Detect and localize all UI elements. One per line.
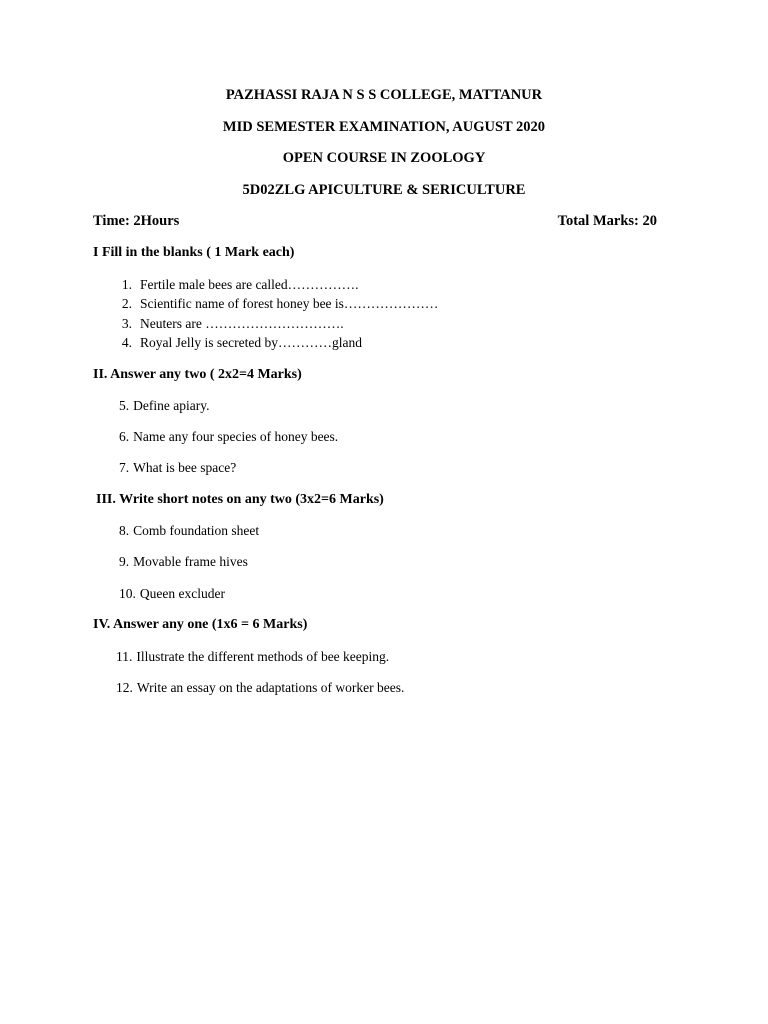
list-item [116,649,389,665]
section-heading: II. Answer any two ( 2x2=4 Marks) [93,367,302,382]
list-item [119,460,236,476]
item-text: Movable frame hives [133,554,248,569]
item-number: 11. [116,649,133,664]
time-label: Time: 2Hours [93,213,180,229]
item-text: Name any four species of honey bees. [133,429,339,444]
list-item [108,277,359,293]
item-number: 9. [119,554,130,569]
item-number: 1. [121,277,132,292]
list-item [119,586,225,602]
item-number: 10. [119,586,136,601]
section-heading: III. Write short notes on any two (3x2=6 Marks) [96,492,384,507]
list-item [119,554,248,570]
college-name: PAZHASSI RAJA N S S COLLEGE, MATTANUR [225,87,543,103]
course-title: OPEN COURSE IN ZOOLOGY [282,150,486,166]
time-marks-row [93,213,657,230]
list-item [119,523,259,539]
list-item [119,429,338,445]
item-number: 6. [119,429,130,444]
item-number: 3. [121,316,132,331]
item-text: Comb foundation sheet [133,523,260,538]
item-number: 5. [119,398,130,413]
list-item [116,680,404,696]
total-marks-label: Total Marks: 20 [557,213,657,229]
item-text: Illustrate the different methods of bee keeping. [136,649,390,664]
paper-title: 5D02ZLG APICULTURE & SERICULTURE [242,182,526,198]
item-number: 2. [121,296,132,311]
item-text: Neuters are …………………………. [140,316,344,331]
item-number: 8. [119,523,130,538]
item-text: Fertile male bees are called……………. [140,277,359,292]
section-heading: IV. Answer any one (1x6 = 6 Marks) [93,617,308,632]
list-item [108,316,344,332]
item-text: Queen excluder [139,586,225,601]
list-item [108,335,362,351]
exam-title: MID SEMESTER EXAMINATION, AUGUST 2020 [222,119,546,135]
item-text: Scientific name of forest honey bee is………………… [140,296,439,311]
list-item [108,296,438,312]
section-heading: I Fill in the blanks ( 1 Mark each) [93,245,295,260]
item-text: Define apiary. [133,398,210,413]
item-number: 12. [116,680,133,695]
item-text: Write an essay on the adaptations of worker bees. [136,680,405,695]
item-number: 4. [121,335,132,350]
list-item [119,398,209,414]
item-text: Royal Jelly is secreted by…………gland [140,335,362,350]
item-number: 7. [119,460,130,475]
item-text: What is bee space? [133,460,237,475]
